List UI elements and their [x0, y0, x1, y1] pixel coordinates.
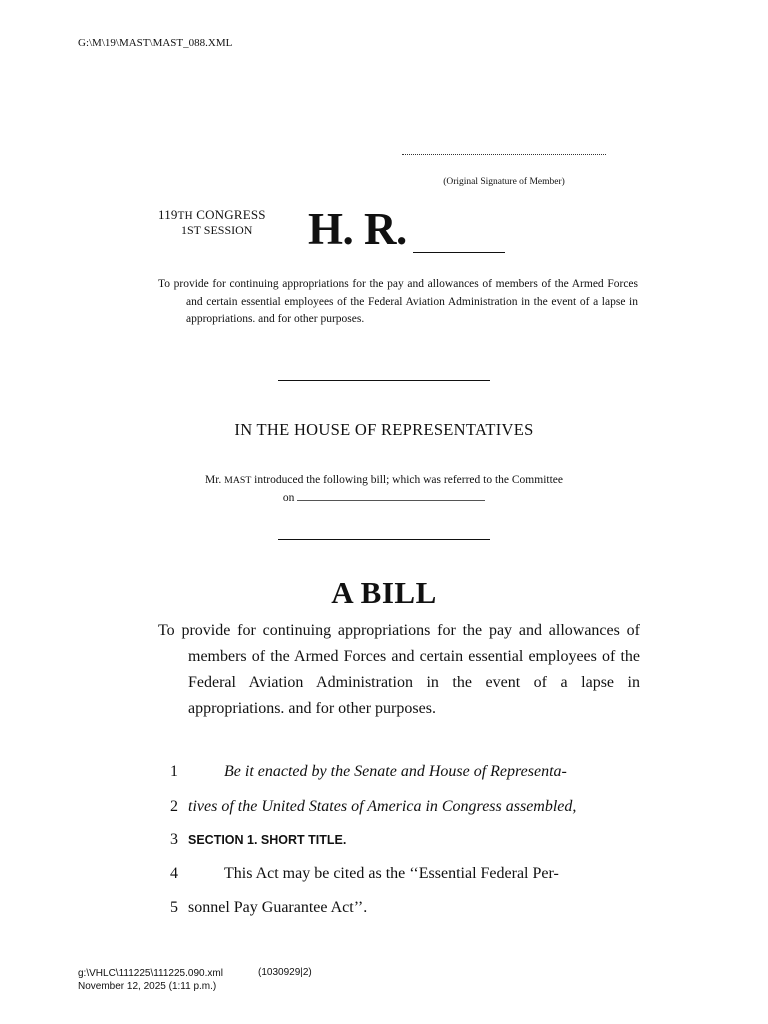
enacting-clause: Be it enacted by the Senate and House of Representa- [224, 763, 567, 780]
footer-path: g:\VHLC\111225\111225.090.xml [78, 968, 223, 979]
bill-number-blank [413, 252, 505, 253]
enacting-clause: tives of the United States of America in Congress assembled, [188, 798, 577, 815]
signature-line [402, 154, 606, 155]
footer-code: (1030929|2) [258, 967, 312, 978]
chamber-heading: IN THE HOUSE OF REPRESENTATIVES [234, 420, 534, 439]
divider-rule-bottom [278, 539, 490, 540]
introduction-statement [158, 472, 610, 507]
footer-date: November 12, 2025 (1:11 p.m.) [78, 981, 217, 992]
section-text: sonnel Pay Guarantee Act’’. [188, 899, 368, 916]
congress-word: CONGRESS [192, 207, 266, 222]
long-title: To provide for continuing appropriations for the pay and allowances of members of the Armed Forces and certain essential employees of the Federal Aviation Administration in the event of a lapse in appropriations. and for other purposes. [158, 622, 640, 717]
line-number: 4 [170, 865, 178, 882]
session-word: SESSION [200, 223, 253, 237]
congress-number [158, 207, 266, 223]
short-description: To provide for continuing appropriations for the pay and allowances of members of the Armed Forces and certain essential employees of the Federal Aviation Administration in the event of a lapse in appropriations. and for other purposes. [158, 278, 638, 325]
line-number: 1 [170, 763, 178, 780]
section-heading: SECTION 1. SHORT TITLE. [188, 833, 347, 847]
session-num: 1 [181, 223, 187, 237]
body-line-2 [150, 794, 620, 820]
congress-suffix: TH [177, 210, 193, 222]
body-line-1 [150, 759, 620, 785]
signature-label: (Original Signature of Member) [443, 177, 565, 187]
intro-text: introduced the following bill; which was referred to the Committee [251, 474, 563, 486]
congress-num: 119 [158, 207, 178, 222]
intro-prefix: Mr. [204, 474, 225, 486]
line-number: 2 [170, 798, 178, 815]
line-number: 3 [170, 831, 178, 848]
bill-number: H. R. [308, 204, 407, 254]
body-line-4 [150, 861, 620, 887]
footer-file-info [78, 967, 223, 993]
file-path-header: G:\M\19\MAST\MAST_088.XML [78, 37, 233, 49]
session-number [181, 223, 252, 238]
divider-rule-top [278, 380, 490, 381]
session-suffix: ST [187, 223, 201, 237]
body-line-5 [150, 895, 620, 921]
document-type-heading: A BILL [331, 575, 437, 610]
body-line-3 [150, 827, 620, 853]
section-text: This Act may be cited as the ‘‘Essential Federal Per- [224, 865, 559, 882]
committee-blank [297, 490, 485, 501]
intro-on: on [282, 491, 298, 504]
line-number: 5 [170, 899, 178, 916]
sponsor-name: MAST [224, 475, 252, 486]
